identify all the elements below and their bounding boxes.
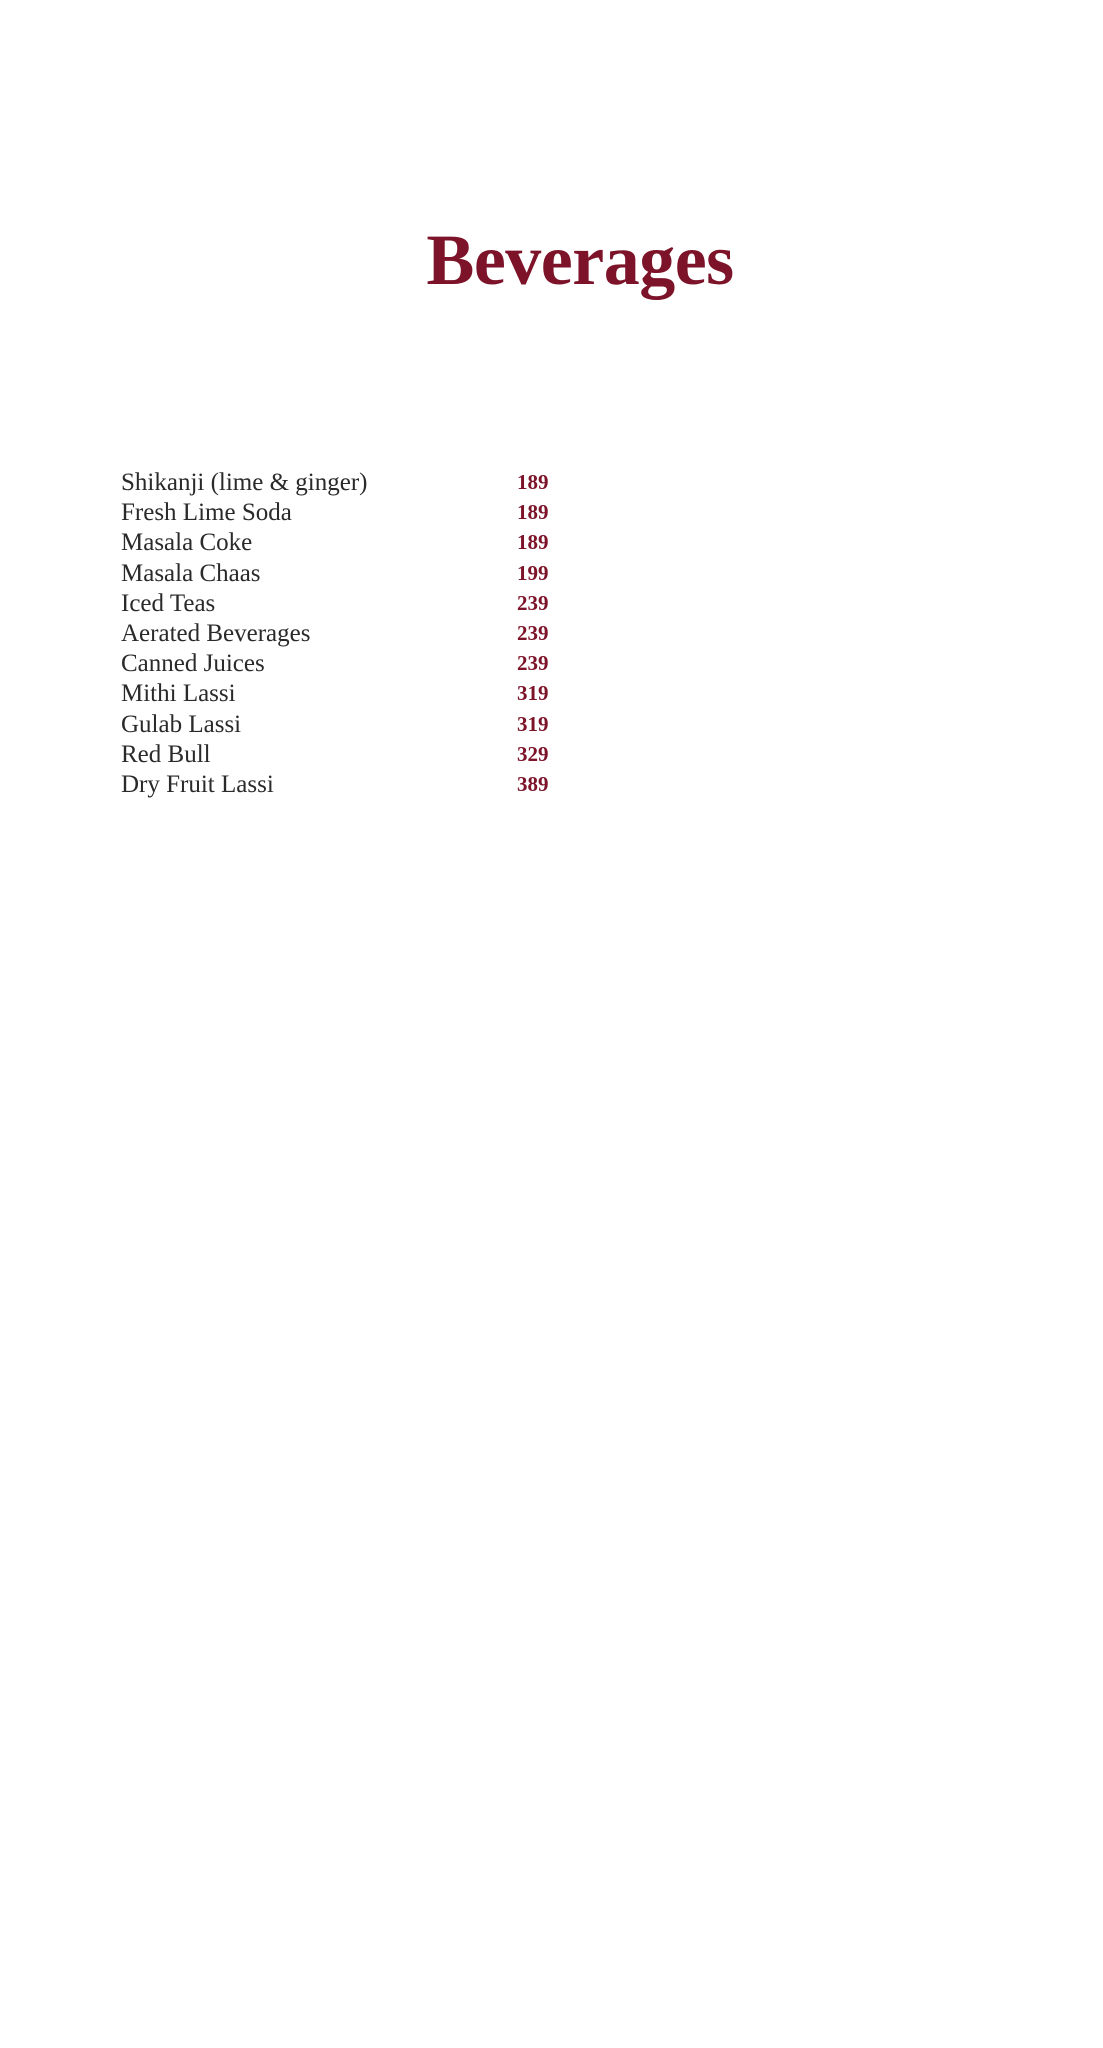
item-name: Mithi Lassi [121,680,236,708]
item-name: Iced Teas [121,589,216,617]
item-price: 239 [517,590,549,615]
item-price: 319 [517,711,549,736]
item-price: 189 [517,500,549,525]
item-price: 329 [517,741,549,766]
item-price: 199 [517,560,549,585]
item-price: 189 [517,530,549,555]
list-item [121,528,581,558]
item-name: Masala Chaas [121,559,261,587]
item-name: Dry Fruit Lassi [121,770,274,798]
list-item [121,559,581,589]
item-price: 389 [517,771,549,796]
list-item [121,770,581,800]
list-item [121,710,581,740]
item-price: 239 [517,620,549,645]
list-item [121,740,581,770]
item-name: Masala Coke [121,529,253,557]
item-name: Gulab Lassi [121,710,242,738]
list-item [121,498,581,528]
list-item [121,589,581,619]
list-item [121,468,581,498]
list-item [121,649,581,679]
item-name: Red Bull [121,740,211,768]
item-price: 319 [517,681,549,706]
item-name: Fresh Lime Soda [121,499,292,527]
page-title: Beverages [426,220,734,300]
list-item [121,679,581,709]
item-name: Shikanji (lime & ginger) [121,469,368,496]
item-price: 189 [517,470,549,494]
item-name: Canned Juices [121,650,265,678]
beverage-list [121,468,581,800]
list-item [121,619,581,649]
item-name: Aerated Beverages [121,619,311,647]
item-price: 239 [517,651,549,676]
